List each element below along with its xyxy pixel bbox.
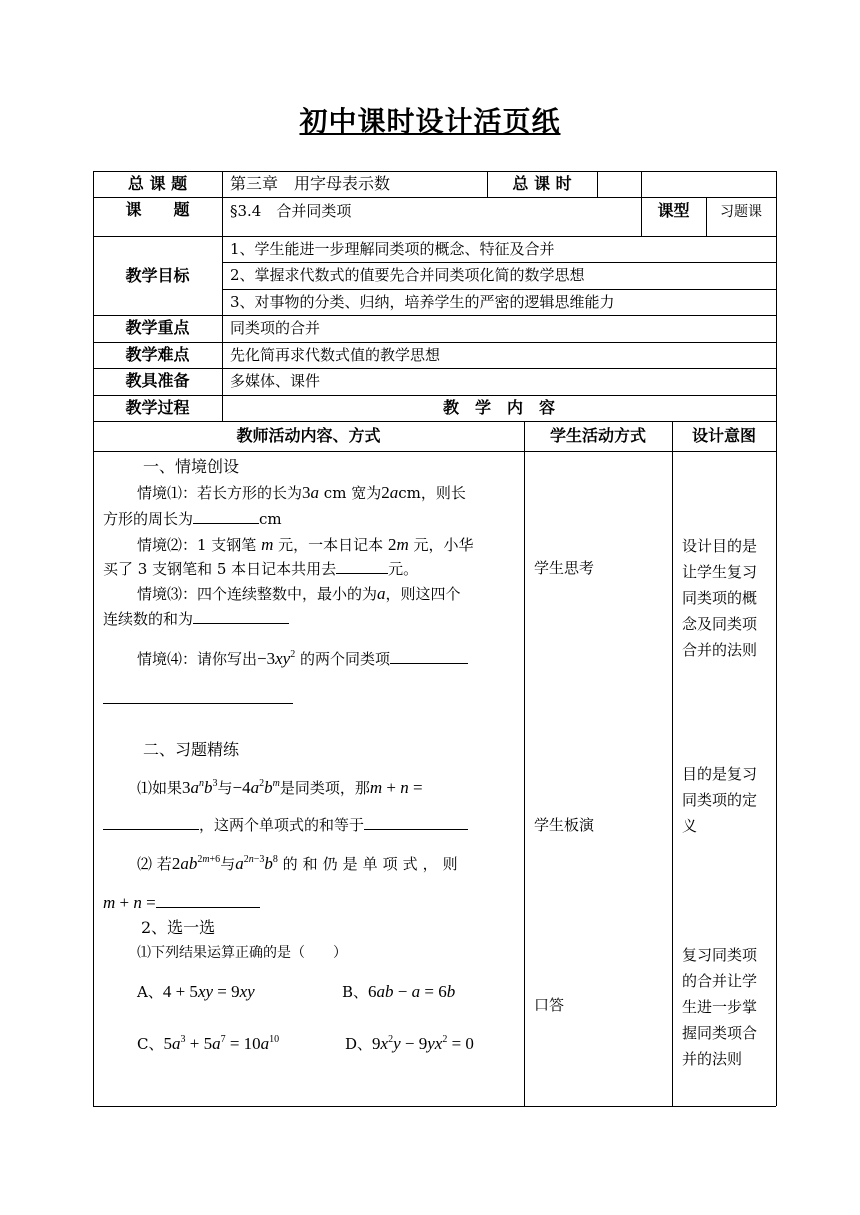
section2-subheading: 2、选一选 (141, 918, 216, 937)
tools-label: 教具准备 (125, 371, 190, 390)
scenario-3-line2: 连续数的和为 (103, 609, 289, 629)
topic-label: 总 课 题 (127, 174, 188, 193)
section2-heading: 二、习题精练 (143, 740, 240, 759)
key-point-label: 教学重点 (125, 318, 190, 337)
process-label: 教学过程 (125, 398, 190, 417)
option-c: C、$5a^3 + 5a^7 = 10a^{10}$ (137, 1034, 280, 1053)
design-intent-1: 设计目的是 让学生复习 同类项的概 念及同类项 合并的法则 (682, 537, 758, 659)
student-activity-2: 学生板演 (534, 816, 595, 834)
goal-2: 2、掌握求代数式的值要先合并同类项化简的数学思想 (230, 266, 585, 284)
lesson-type-value: 习题课 (720, 204, 762, 220)
lesson-label: 课 题 (125, 200, 190, 219)
section1-heading: 一、情境创设 (143, 457, 240, 476)
scenario-1-line2: 方形的周长为 cm (103, 510, 282, 528)
goal-1: 1、学生能进一步理解同类项的概念、特征及合并 (230, 240, 555, 258)
column-student: 学生活动方式 (549, 426, 646, 445)
option-d: D、$9x^2y - 9yx^2 = 0$ (345, 1034, 474, 1053)
design-intent-2: 目的是复习 同类项的定 义 (682, 765, 758, 835)
column-design: 设计意图 (691, 426, 756, 445)
question-1-line2: ，这两个单项式的和等于 (103, 815, 468, 835)
difficulty-value: 先化简再求代数式值的教学思想 (230, 346, 441, 364)
goals-label: 教学目标 (125, 266, 190, 285)
scenario-1-line1: 情境⑴：若长方形的长为3a cm 宽为2acm，则长 (137, 483, 466, 502)
scenario-4-line1: 情境⑷：请你写出$-3xy^2$ 的两个同类项 (137, 649, 468, 669)
question-1-line1: ⑴如果$3a^nb^3$与$-4a^2b^m$是同类项，那m + n = (137, 778, 423, 797)
total-hours-label: 总 课 时 (512, 174, 572, 193)
page-title: 初中课时设计活页纸 (299, 105, 561, 138)
student-activity-1: 学生思考 (534, 559, 595, 577)
topic-value: 第三章 用字母表示数 (230, 174, 391, 193)
lesson-value: §3.4 合并同类项 (230, 202, 352, 220)
scenario-2-line2: 买了 3 支钢笔和 5 本日记本共用去 元。 (103, 560, 419, 578)
option-a: A、4 + 5xy = 9xy (137, 982, 255, 1001)
option-b: B、6ab − a = 6b (342, 982, 456, 1001)
choice-question: ⑴下列结果运算正确的是（ ） (137, 945, 347, 961)
column-teacher: 教师活动内容、方式 (236, 426, 381, 445)
scenario-2-line1: 情境⑵：1 支钢笔 m 元，一本日记本 2m 元，小华 (137, 535, 474, 554)
design-intent-3: 复习同类项 的合并让学 生进一步掌 握同类项合 并的法则 (682, 946, 758, 1068)
lesson-type-label: 课型 (657, 201, 690, 220)
difficulty-label: 教学难点 (125, 345, 190, 364)
scenario-3-line1: 情境⑶：四个连续整数中，最小的为a，则这四个 (137, 584, 461, 603)
student-activity-3: 口答 (534, 996, 565, 1014)
key-point-value: 同类项的合并 (230, 319, 321, 337)
content-label: 教 学 内 容 (442, 398, 555, 417)
answer-line (103, 689, 293, 704)
question-2-line2: m + n = (103, 893, 260, 913)
tools-value: 多媒体、课件 (230, 372, 321, 390)
goal-3: 3、对事物的分类、归纳，培养学生的严密的逻辑思维能力 (230, 293, 615, 311)
question-2-line1: ⑵ 若$2ab^{2m+6}$与$a^{2n-3}b^8$ 的和仍是单项式，则 (137, 854, 463, 873)
